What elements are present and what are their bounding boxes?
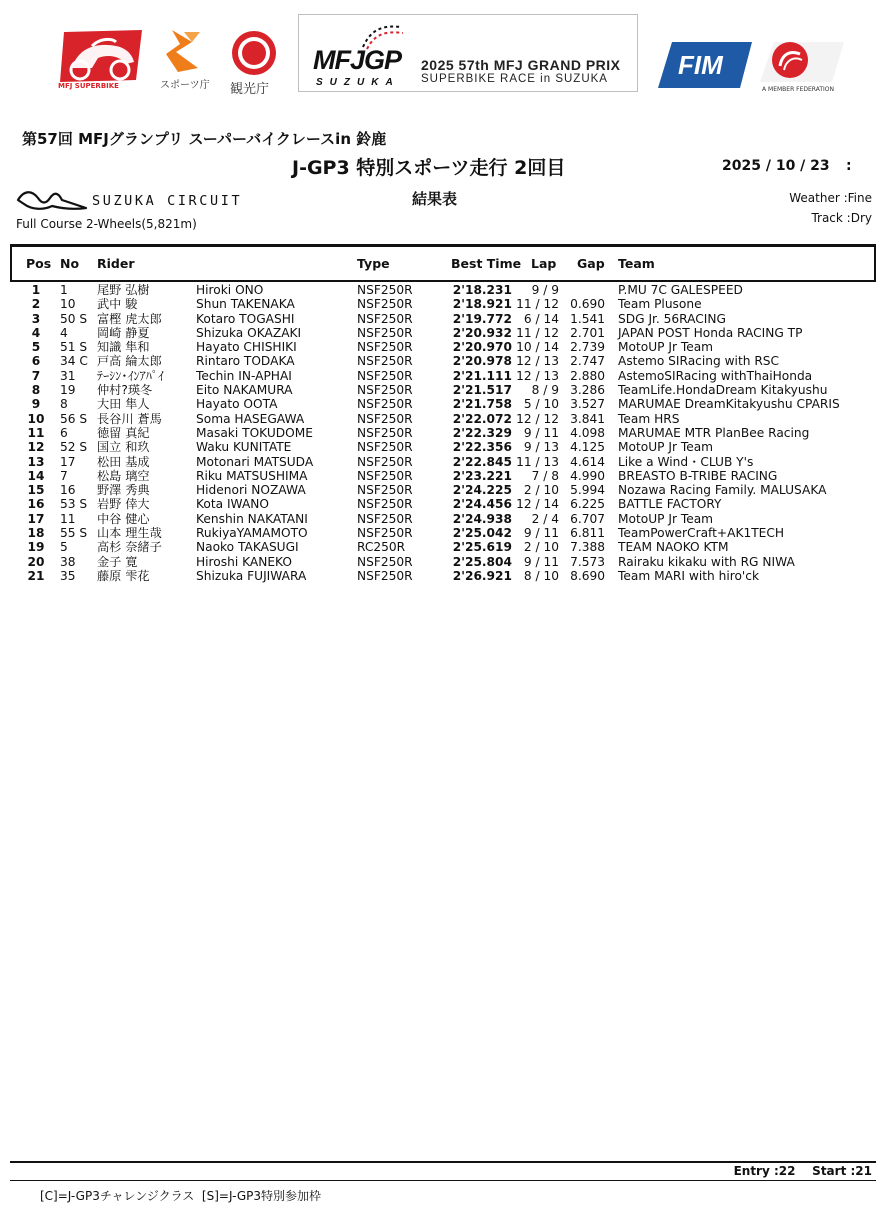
col-lap: Lap (531, 256, 557, 271)
cell-best-time: 2'26.921 (452, 568, 512, 583)
mfj-federation-logo (756, 38, 846, 96)
cell-rider-en: Kota IWANO (196, 497, 269, 512)
class-legend-note: [C]=J-GP3チャレンジクラス [S]=J-GP3特別参加枠 (40, 1189, 322, 1203)
cell-gap: 2.747 (570, 354, 605, 369)
cell-rider-jp: 岩野 倖大 (97, 497, 150, 512)
col-no: No (60, 256, 80, 271)
table-row (0, 483, 892, 497)
cell-type: NSF250R (357, 497, 413, 512)
cell-team: Like a Wind・CLUB Y's (618, 454, 754, 469)
cell-best-time: 2'22.329 (452, 425, 512, 440)
date-suffix: : (846, 158, 852, 174)
suzuka-circuit-track-icon (16, 186, 88, 212)
cell-gap: 6.225 (570, 497, 605, 512)
cell-team: P.MU 7C GALESPEED (618, 283, 743, 297)
cell-pos: 14 (27, 468, 45, 483)
table-row (0, 383, 892, 397)
cell-team: MotoUP Jr Team (618, 511, 714, 526)
cell-rider-jp: 松島 璃空 (97, 468, 150, 483)
cell-best-time: 2'20.978 (452, 354, 512, 369)
cell-no: 7 (60, 468, 68, 483)
cell-pos: 19 (27, 540, 45, 555)
table-row (0, 455, 892, 469)
cell-rider-en: Riku MATSUSHIMA (196, 468, 308, 483)
fim-logo (656, 38, 754, 90)
cell-pos: 8 (31, 383, 41, 398)
mfj-superbike-logo (56, 28, 148, 94)
gp-subtitle: SUPERBIKE RACE in SUZUKA (421, 73, 608, 85)
cell-team: MARUMAE MTR PlanBee Racing (618, 425, 810, 440)
cell-lap: 9 / 11 (523, 526, 559, 541)
table-row (0, 397, 892, 411)
cell-type: NSF250R (357, 454, 413, 469)
table-row (0, 297, 892, 311)
cell-type: NSF250R (357, 554, 413, 569)
cell-rider-en: Rintaro TODAKA (196, 354, 295, 369)
cell-rider-en: Hiroki ONO (196, 283, 264, 297)
cell-type: NSF250R (357, 354, 413, 369)
cell-rider-en: Soma HASEGAWA (196, 411, 305, 426)
cell-best-time: 2'19.772 (452, 311, 512, 326)
cell-lap: 2 / 10 (523, 483, 559, 498)
col-type: Type (357, 256, 390, 271)
weather-info: Weather :Fine (789, 191, 872, 205)
cell-best-time: 2'21.758 (452, 397, 512, 412)
cell-no: 11 (60, 511, 76, 526)
cell-rider-en: Motonari MATSUDA (196, 454, 314, 469)
footer-divider (10, 1180, 876, 1181)
cell-gap: 8.690 (570, 568, 605, 583)
footer-divider-top (10, 1161, 876, 1163)
cell-lap: 2 / 4 (531, 511, 559, 526)
cell-best-time: 2'22.072 (452, 411, 512, 426)
cell-rider-jp: 岡崎 静夏 (97, 325, 150, 340)
col-pos: Pos (26, 256, 52, 271)
cell-pos: 2 (31, 297, 41, 312)
cell-team: MARUMAE DreamKitakyushu CPARIS (618, 397, 840, 412)
cell-pos: 11 (27, 425, 45, 440)
cell-rider-jp: 戸高 綸太郎 (97, 354, 162, 369)
table-row (0, 326, 892, 340)
cell-pos: 21 (27, 568, 45, 583)
cell-best-time: 2'20.970 (452, 340, 512, 355)
cell-pos: 4 (31, 325, 41, 340)
cell-gap: 3.841 (570, 411, 605, 426)
sports-agency-caption: スポーツ庁 (160, 80, 210, 91)
cell-gap: 4.125 (570, 440, 605, 455)
cell-rider-jp: 富樫 虎太郎 (97, 311, 162, 326)
cell-rider-jp: 野澤 秀典 (97, 483, 150, 498)
table-row (0, 340, 892, 354)
cell-rider-en: Eito NAKAMURA (196, 383, 293, 398)
cell-rider-en: Naoko TAKASUGI (196, 540, 299, 555)
cell-best-time: 2'18.231 (452, 283, 512, 297)
cell-type: NSF250R (357, 383, 413, 398)
cell-type: NSF250R (357, 325, 413, 340)
cell-best-time: 2'24.225 (452, 483, 512, 498)
cell-team: MotoUP Jr Team (618, 340, 714, 355)
cell-gap: 5.994 (570, 483, 605, 498)
cell-gap: 4.614 (570, 454, 605, 469)
col-gap: Gap (577, 256, 605, 271)
cell-rider-jp: 大田 隼人 (97, 397, 150, 412)
cell-rider-jp: 高杉 奈緒子 (97, 540, 162, 555)
cell-gap: 7.573 (570, 554, 605, 569)
entry-start-count: Entry :22 Start :21 (733, 1164, 872, 1178)
cell-rider-en: Hiroshi KANEKO (196, 554, 292, 569)
cell-rider-en: Hidenori NOZAWA (196, 483, 306, 498)
cell-no: 35 (60, 568, 76, 583)
cell-rider-en: Shizuka OKAZAKI (196, 325, 302, 340)
cell-rider-en: Masaki TOKUDOME (196, 425, 313, 440)
table-row (0, 555, 892, 569)
cell-lap: 12 / 12 (516, 411, 559, 426)
cell-pos: 20 (27, 554, 45, 569)
cell-pos: 16 (27, 497, 45, 512)
tourism-agency-caption: 観光庁 (230, 82, 270, 97)
session-date: 2025 / 10 / 23 (722, 158, 830, 174)
cell-type: NSF250R (357, 468, 413, 483)
gp-title: 2025 57th MFJ GRAND PRIX (421, 57, 621, 73)
cell-rider-en: Hayato OOTA (196, 397, 278, 412)
cell-gap: 0.690 (570, 297, 605, 312)
cell-pos: 15 (27, 483, 45, 498)
cell-team: BREASTO B-TRIBE RACING (618, 468, 778, 483)
cell-no: 17 (60, 454, 76, 469)
cell-lap: 12 / 14 (516, 497, 559, 512)
cell-no: 1 (60, 283, 68, 297)
cell-type: NSF250R (357, 297, 413, 312)
cell-best-time: 2'22.356 (452, 440, 512, 455)
cell-type: NSF250R (357, 411, 413, 426)
circuit-name: SUZUKA CIRCUIT (92, 193, 243, 209)
cell-rider-jp: 長谷川 蒼馬 (97, 411, 162, 426)
cell-team: Astemo SIRacing with RSC (618, 354, 780, 369)
cell-best-time: 2'25.042 (452, 526, 512, 541)
cell-type: NSF250R (357, 340, 413, 355)
cell-pos: 10 (27, 411, 45, 426)
cell-lap: 6 / 14 (523, 311, 559, 326)
cell-type: NSF250R (357, 311, 413, 326)
cell-rider-en: Techin IN-APHAI (196, 368, 292, 383)
cell-team: Team Plusone (618, 297, 702, 312)
cell-no: 5 (60, 540, 68, 555)
table-row (0, 412, 892, 426)
cell-rider-jp: 国立 和玖 (97, 440, 150, 455)
mfj-grand-prix-logo (298, 14, 638, 92)
cell-lap: 11 / 13 (516, 454, 559, 469)
mfj-gp-mark: MFJGP (313, 45, 402, 75)
cell-best-time: 2'21.517 (452, 383, 512, 398)
cell-no: 31 (60, 368, 76, 383)
cell-rider-jp: 松田 基成 (97, 454, 150, 469)
cell-gap: 7.388 (570, 540, 605, 555)
cell-rider-jp: 山本 理生哉 (97, 526, 162, 541)
table-row (0, 512, 892, 526)
cell-rider-jp: 武中 駿 (97, 297, 138, 312)
cell-gap: 4.990 (570, 468, 605, 483)
sports-agency-logo (158, 28, 210, 92)
tourism-agency-logo (228, 30, 284, 96)
cell-no: 38 (60, 554, 76, 569)
cell-lap: 12 / 13 (516, 368, 559, 383)
cell-team: TeamLife.HondaDream Kitakyushu (618, 383, 828, 398)
cell-pos: 12 (27, 440, 45, 455)
table-row (0, 497, 892, 511)
cell-pos: 1 (31, 283, 41, 297)
cell-rider-en: Kenshin NAKATANI (196, 511, 308, 526)
cell-rider-jp: 徳留 真紀 (97, 425, 150, 440)
cell-best-time: 2'25.619 (452, 540, 512, 555)
cell-lap: 9 / 11 (523, 425, 559, 440)
cell-team: Rairaku kikaku with RG NIWA (618, 554, 795, 569)
cell-type: NSF250R (357, 440, 413, 455)
cell-no: 6 (60, 425, 68, 440)
cell-pos: 6 (31, 354, 41, 369)
cell-type: NSF250R (357, 368, 413, 383)
results-label: 結果表 (412, 190, 458, 208)
session-title: J-GP3 特別スポーツ走行 2回目 (292, 157, 566, 179)
event-title: 第57回 MFJグランプリ スーパーバイクレースin 鈴鹿 (22, 130, 387, 148)
col-rider: Rider (97, 256, 135, 271)
cell-lap: 5 / 10 (523, 397, 559, 412)
cell-pos: 5 (31, 340, 41, 355)
cell-lap: 9 / 13 (523, 440, 559, 455)
cell-pos: 13 (27, 454, 45, 469)
cell-pos: 7 (31, 368, 41, 383)
mfj-federation-caption: A MEMBER FEDERATION (762, 86, 835, 93)
cell-gap: 6.707 (570, 511, 605, 526)
cell-rider-en: RukiyaYAMAMOTO (196, 526, 308, 541)
table-row (0, 469, 892, 483)
cell-best-time: 2'23.221 (452, 468, 512, 483)
cell-best-time: 2'24.456 (452, 497, 512, 512)
cell-type: RC250R (357, 540, 406, 555)
cell-pos: 17 (27, 511, 45, 526)
cell-team: TEAM NAOKO KTM (618, 540, 729, 555)
cell-gap: 6.811 (570, 526, 605, 541)
cell-rider-jp: 知識 隼和 (97, 340, 150, 355)
cell-lap: 2 / 10 (523, 540, 559, 555)
cell-rider-jp: 中谷 健心 (97, 511, 150, 526)
cell-team: TeamPowerCraft+AK1TECH (618, 526, 785, 541)
cell-type: NSF250R (357, 283, 413, 297)
results-table-body (0, 283, 892, 583)
table-row (0, 440, 892, 454)
cell-lap: 10 / 14 (516, 340, 559, 355)
cell-gap: 3.527 (570, 397, 605, 412)
cell-best-time: 2'24.938 (452, 511, 512, 526)
cell-lap: 11 / 12 (516, 297, 559, 312)
cell-gap: 1.541 (570, 311, 605, 326)
table-row (0, 569, 892, 583)
cell-no: 55 S (60, 526, 88, 541)
results-table-header (10, 244, 876, 282)
cell-team: JAPAN POST Honda RACING TP (618, 325, 803, 340)
cell-no: 53 S (60, 497, 88, 512)
cell-no: 19 (60, 383, 76, 398)
cell-gap: 3.286 (570, 383, 605, 398)
table-row (0, 312, 892, 326)
cell-pos: 18 (27, 526, 45, 541)
cell-lap: 9 / 11 (523, 554, 559, 569)
col-team: Team (618, 256, 655, 271)
cell-best-time: 2'25.804 (452, 554, 512, 569)
cell-best-time: 2'21.111 (452, 368, 512, 383)
table-row (0, 526, 892, 540)
cell-no: 50 S (60, 311, 88, 326)
cell-team: BATTLE FACTORY (618, 497, 722, 512)
cell-lap: 9 / 9 (531, 283, 559, 297)
cell-pos: 3 (31, 311, 41, 326)
cell-rider-en: Hayato CHISHIKI (196, 340, 297, 355)
fim-label: FIM (678, 50, 723, 80)
cell-rider-en: Shizuka FUJIWARA (196, 568, 307, 583)
cell-no: 16 (60, 483, 76, 498)
table-row (0, 354, 892, 368)
cell-lap: 7 / 8 (531, 468, 559, 483)
cell-type: NSF250R (357, 526, 413, 541)
cell-best-time: 2'20.932 (452, 325, 512, 340)
cell-gap: 2.880 (570, 368, 605, 383)
cell-rider-jp: 金子 寛 (97, 554, 138, 569)
cell-team: Team MARI with hiro'ck (618, 568, 760, 583)
cell-lap: 8 / 9 (531, 383, 559, 398)
cell-lap: 12 / 13 (516, 354, 559, 369)
cell-rider-en: Shun TAKENAKA (196, 297, 295, 312)
cell-lap: 8 / 10 (523, 568, 559, 583)
table-row (0, 540, 892, 554)
cell-team: MotoUP Jr Team (618, 440, 714, 455)
cell-rider-en: Kotaro TOGASHI (196, 311, 295, 326)
cell-type: NSF250R (357, 425, 413, 440)
cell-best-time: 2'18.921 (452, 297, 512, 312)
cell-no: 56 S (60, 411, 88, 426)
col-best-time: Best Time (451, 256, 522, 271)
cell-no: 34 C (60, 354, 88, 369)
cell-lap: 11 / 12 (516, 325, 559, 340)
cell-rider-jp: 尾野 弘樹 (97, 283, 150, 297)
course-info: Full Course 2-Wheels(5,821m) (16, 217, 197, 231)
cell-rider-jp: 藤原 雫花 (97, 568, 150, 583)
cell-type: NSF250R (357, 511, 413, 526)
cell-best-time: 2'22.845 (452, 454, 512, 469)
cell-type: NSF250R (357, 397, 413, 412)
cell-no: 51 S (60, 340, 88, 355)
cell-gap: 4.098 (570, 425, 605, 440)
track-info: Track :Dry (811, 211, 872, 225)
cell-gap: 2.701 (570, 325, 605, 340)
cell-team: AstemoSIRacing withThaiHonda (618, 368, 813, 383)
cell-no: 52 S (60, 440, 88, 455)
cell-no: 10 (60, 297, 76, 312)
cell-gap: 2.739 (570, 340, 605, 355)
cell-rider-jp: 仲村?瑛冬 (97, 383, 153, 398)
cell-type: NSF250R (357, 568, 413, 583)
cell-pos: 9 (31, 397, 41, 412)
table-row (0, 426, 892, 440)
table-row (0, 369, 892, 383)
cell-team: Nozawa Racing Family. MALUSAKA (618, 483, 827, 498)
gp-suzuka-text: SUZUKA (316, 77, 400, 88)
cell-rider-en: Waku KUNITATE (196, 440, 292, 455)
cell-team: Team HRS (618, 411, 680, 426)
cell-team: SDG Jr. 56RACING (618, 311, 726, 326)
table-row (0, 283, 892, 297)
cell-no: 4 (60, 325, 68, 340)
cell-rider-jp: ﾃｰｼﾝ･ｲﾝｱﾊﾟｲ (97, 368, 165, 383)
cell-type: NSF250R (357, 483, 413, 498)
cell-no: 8 (60, 397, 68, 412)
mfj-superbike-caption: MFJ SUPERBIKE (58, 82, 119, 90)
